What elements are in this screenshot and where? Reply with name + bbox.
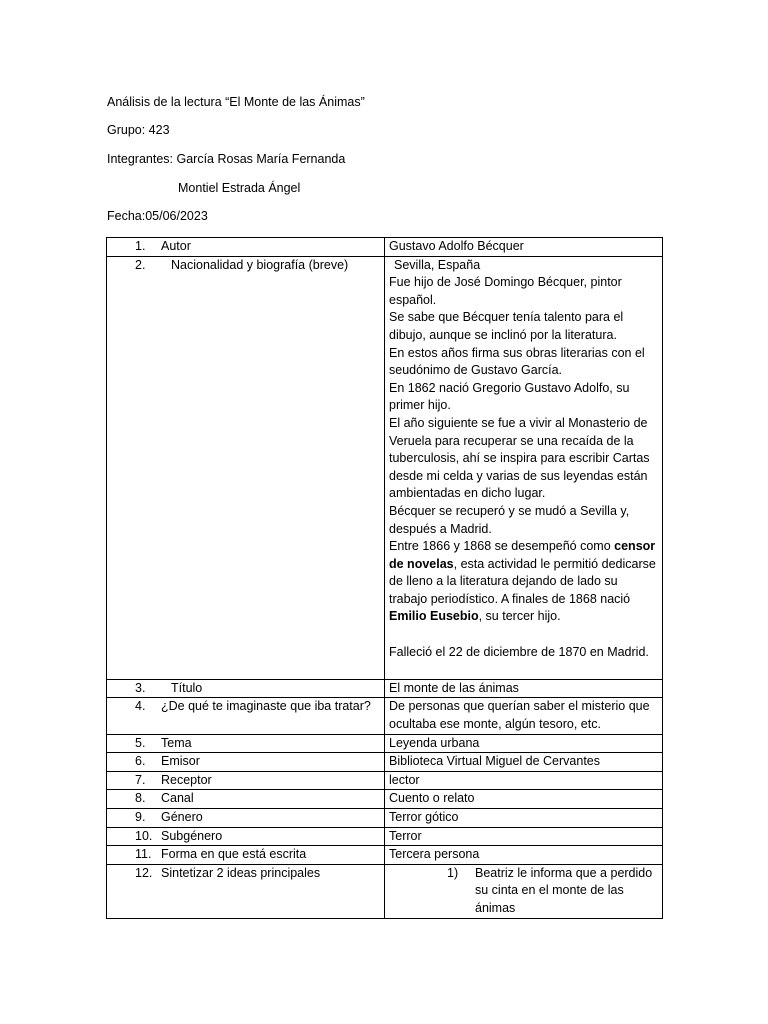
answer-cell: Leyenda urbana <box>385 734 663 753</box>
bio-bold-text: Emilio Eusebio <box>389 609 479 624</box>
question-cell <box>107 679 385 698</box>
question-cell <box>107 846 385 865</box>
row-number: 5. <box>135 735 146 750</box>
question-cell <box>107 809 385 828</box>
table-row <box>107 679 663 698</box>
table-row <box>107 771 663 790</box>
table-row <box>107 753 663 772</box>
question-label: ¿De qué te imaginaste que iba tratar? <box>161 699 371 714</box>
bio-paragraph: Falleció el 22 de diciembre de 1870 en Madrid. <box>389 644 649 659</box>
question-label: Autor <box>161 239 191 253</box>
table-row <box>107 864 663 918</box>
question-label: Tema <box>161 735 192 750</box>
group-line: Grupo: 423 <box>107 123 170 137</box>
question-label: Sintetizar 2 ideas principales <box>161 865 321 880</box>
question-cell <box>107 771 385 790</box>
question-label: Subgénero <box>161 828 223 843</box>
question-cell <box>107 734 385 753</box>
answer-cell: El monte de las ánimas <box>385 679 663 698</box>
bio-text: , esta actividad le permitió dedicarse de lleno a la literatura dejando de lado su trabajo periodístico. A finales de 1868 nació <box>389 556 656 606</box>
question-label: Título <box>171 680 203 695</box>
table-row <box>107 790 663 809</box>
row-number: 3. <box>135 680 146 695</box>
question-cell <box>107 827 385 846</box>
ideas-cell <box>385 864 663 918</box>
bio-text: Entre 1866 y 1868 se desempeñó como <box>389 539 615 554</box>
answer-cell: Biblioteca Virtual Miguel de Cervantes <box>385 753 663 772</box>
row-number: 4. <box>135 699 146 714</box>
question-cell <box>107 753 385 772</box>
question-label: Receptor <box>161 772 212 787</box>
date-line: Fecha:05/06/2023 <box>107 209 208 223</box>
analysis-table <box>106 237 663 919</box>
question-cell <box>107 864 385 918</box>
members-line-2: Montiel Estrada Ángel <box>178 181 301 195</box>
question-label: Nacionalidad y biografía (breve) <box>171 257 349 272</box>
blank-line <box>389 661 658 679</box>
list-number: 1) <box>447 865 459 880</box>
blank-line <box>389 626 658 644</box>
answer-cell: Terror gótico <box>385 809 663 828</box>
bio-paragraph: En estos años firma sus obras literarias con el seudónimo de Gustavo García. <box>389 345 645 378</box>
row-number: 11. <box>135 847 152 862</box>
answer-cell: Terror <box>385 827 663 846</box>
question-label: Emisor <box>161 754 200 769</box>
answer-cell: Cuento o relato <box>385 790 663 809</box>
bio-text: , su tercer hijo. <box>478 609 561 624</box>
document-title: Análisis de la lectura “El Monte de las Ánimas” <box>107 95 365 109</box>
table-row <box>107 734 663 753</box>
answer-cell: De personas que querían saber el misterio que ocultaba ese monte, algún tesoro, etc. <box>385 698 663 734</box>
question-cell <box>107 790 385 809</box>
table-row <box>107 846 663 865</box>
question-label: Género <box>161 810 203 824</box>
bio-paragraph <box>389 538 658 626</box>
question-cell <box>107 256 385 679</box>
row-number: 10. <box>135 828 153 843</box>
row-number: 8. <box>135 791 146 806</box>
row-number: 12. <box>135 865 153 880</box>
row-number: 1. <box>135 239 146 253</box>
bio-paragraph: Bécquer se recuperó y se mudó a Sevilla y, después a Madrid. <box>389 503 630 536</box>
table-row <box>107 827 663 846</box>
bio-bold-text: censor de novelas <box>389 539 656 571</box>
row-number: 2. <box>135 257 146 272</box>
bio-paragraph: Se sabe que Bécquer tenía talento para el dibujo, aunque se inclinó por la literatura. <box>389 310 624 342</box>
bio-place: Sevilla, España <box>394 257 481 272</box>
answer-cell: Tercera persona <box>385 846 663 865</box>
table-row <box>107 809 663 828</box>
idea-text: Beatriz le informa que a perdido su cinta en el monte de las ánimas <box>475 865 653 915</box>
bio-paragraph: El año siguiente se fue a vivir al Monasterio de Veruela para recuperar se una recaída de la tuberculosis, ahí se inspira para escribir Cartas desde mi celda y varias de sus leyendas están ambientadas en dicho lugar. <box>389 415 650 501</box>
bio-paragraph: En 1862 nació Gregorio Gustavo Adolfo, su primer hijo. <box>389 380 630 413</box>
question-label: Canal <box>161 791 194 806</box>
row-number: 6. <box>135 754 146 769</box>
answer-cell: Gustavo Adolfo Bécquer <box>385 238 663 257</box>
question-cell <box>107 238 385 257</box>
biography-cell <box>385 256 663 679</box>
table-row <box>107 698 663 734</box>
members-line-1: Integrantes: García Rosas María Fernanda <box>107 152 346 166</box>
bio-paragraph: Fue hijo de José Domingo Bécquer, pintor español. <box>389 275 622 307</box>
row-number: 7. <box>135 772 146 787</box>
question-cell <box>107 698 385 734</box>
row-number: 9. <box>135 810 146 824</box>
table-row <box>107 256 663 679</box>
answer-cell: lector <box>385 771 663 790</box>
list-item <box>447 865 658 918</box>
table-row <box>107 238 663 257</box>
question-label: Forma en que está escrita <box>161 847 307 862</box>
